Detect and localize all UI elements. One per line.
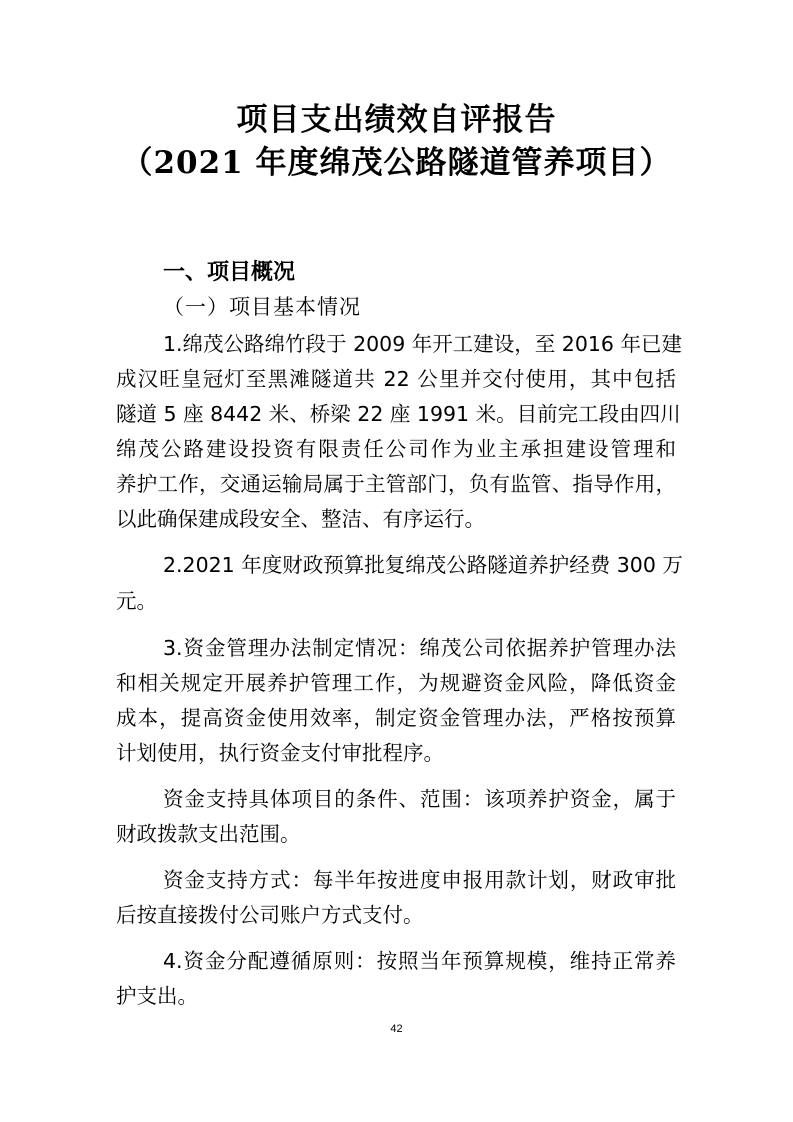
paragraph-line: 4.资金分配遵循原则：按照当年预算规模，维持正常养 (163, 949, 676, 973)
paragraph-line: 1.绵茂公路绵竹段于 2009 年开工建设，至 2016 年已建 (163, 332, 682, 356)
paragraph-line: 后按直接拨付公司账户方式支付。 (116, 903, 424, 927)
paragraph-line: 2.2021 年度财政预算批复绵茂公路隧道养护经费 300 万 (163, 553, 683, 577)
paragraph-line: 成汉旺皇冠灯至黑滩隧道共 22 公里并交付使用，其中包括 (116, 367, 676, 391)
paragraph-line: 计划使用，执行资金支付审批程序。 (116, 741, 444, 765)
report-subtitle: （2021 年度绵茂公路隧道管养项目） (121, 145, 672, 181)
paragraph-line: 和相关规定开展养护管理工作，为规避资金风险，降低资金 (116, 671, 676, 695)
paragraph-line: 财政拨款支出范围。 (116, 822, 301, 846)
paragraph-line: 隧道 5 座 8442 米、桥梁 22 座 1991 米。目前完工段由四川 (116, 402, 681, 426)
section-heading: 一、项目概况 (163, 260, 296, 285)
paragraph-line: 护支出。 (116, 984, 198, 1008)
paragraph-line: 资金支持方式：每半年按进度申报用款计划，财政审批 (163, 868, 676, 892)
subsection-heading: （一）项目基本情况 (163, 295, 361, 319)
page-number: 42 (390, 1023, 403, 1035)
paragraph-line: 养护工作，交通运输局属于主管部门，负有监管、指导作用， (116, 472, 676, 496)
paragraph-line: 以此确保建成段安全、整洁、有序运行。 (116, 507, 485, 531)
paragraph-line: 3.资金管理办法制定情况：绵茂公司依据养护管理办法 (163, 636, 676, 660)
paragraph-line: 元。 (116, 589, 157, 613)
paragraph-line: 绵茂公路建设投资有限责任公司作为业主承担建设管理和 (116, 437, 676, 461)
paragraph-line: 成本，提高资金使用效率，制定资金管理办法，严格按预算 (116, 706, 676, 730)
paragraph-line: 资金支持具体项目的条件、范围：该项养护资金，属于 (163, 787, 676, 811)
report-title: 项目支出绩效自评报告 (236, 102, 557, 138)
